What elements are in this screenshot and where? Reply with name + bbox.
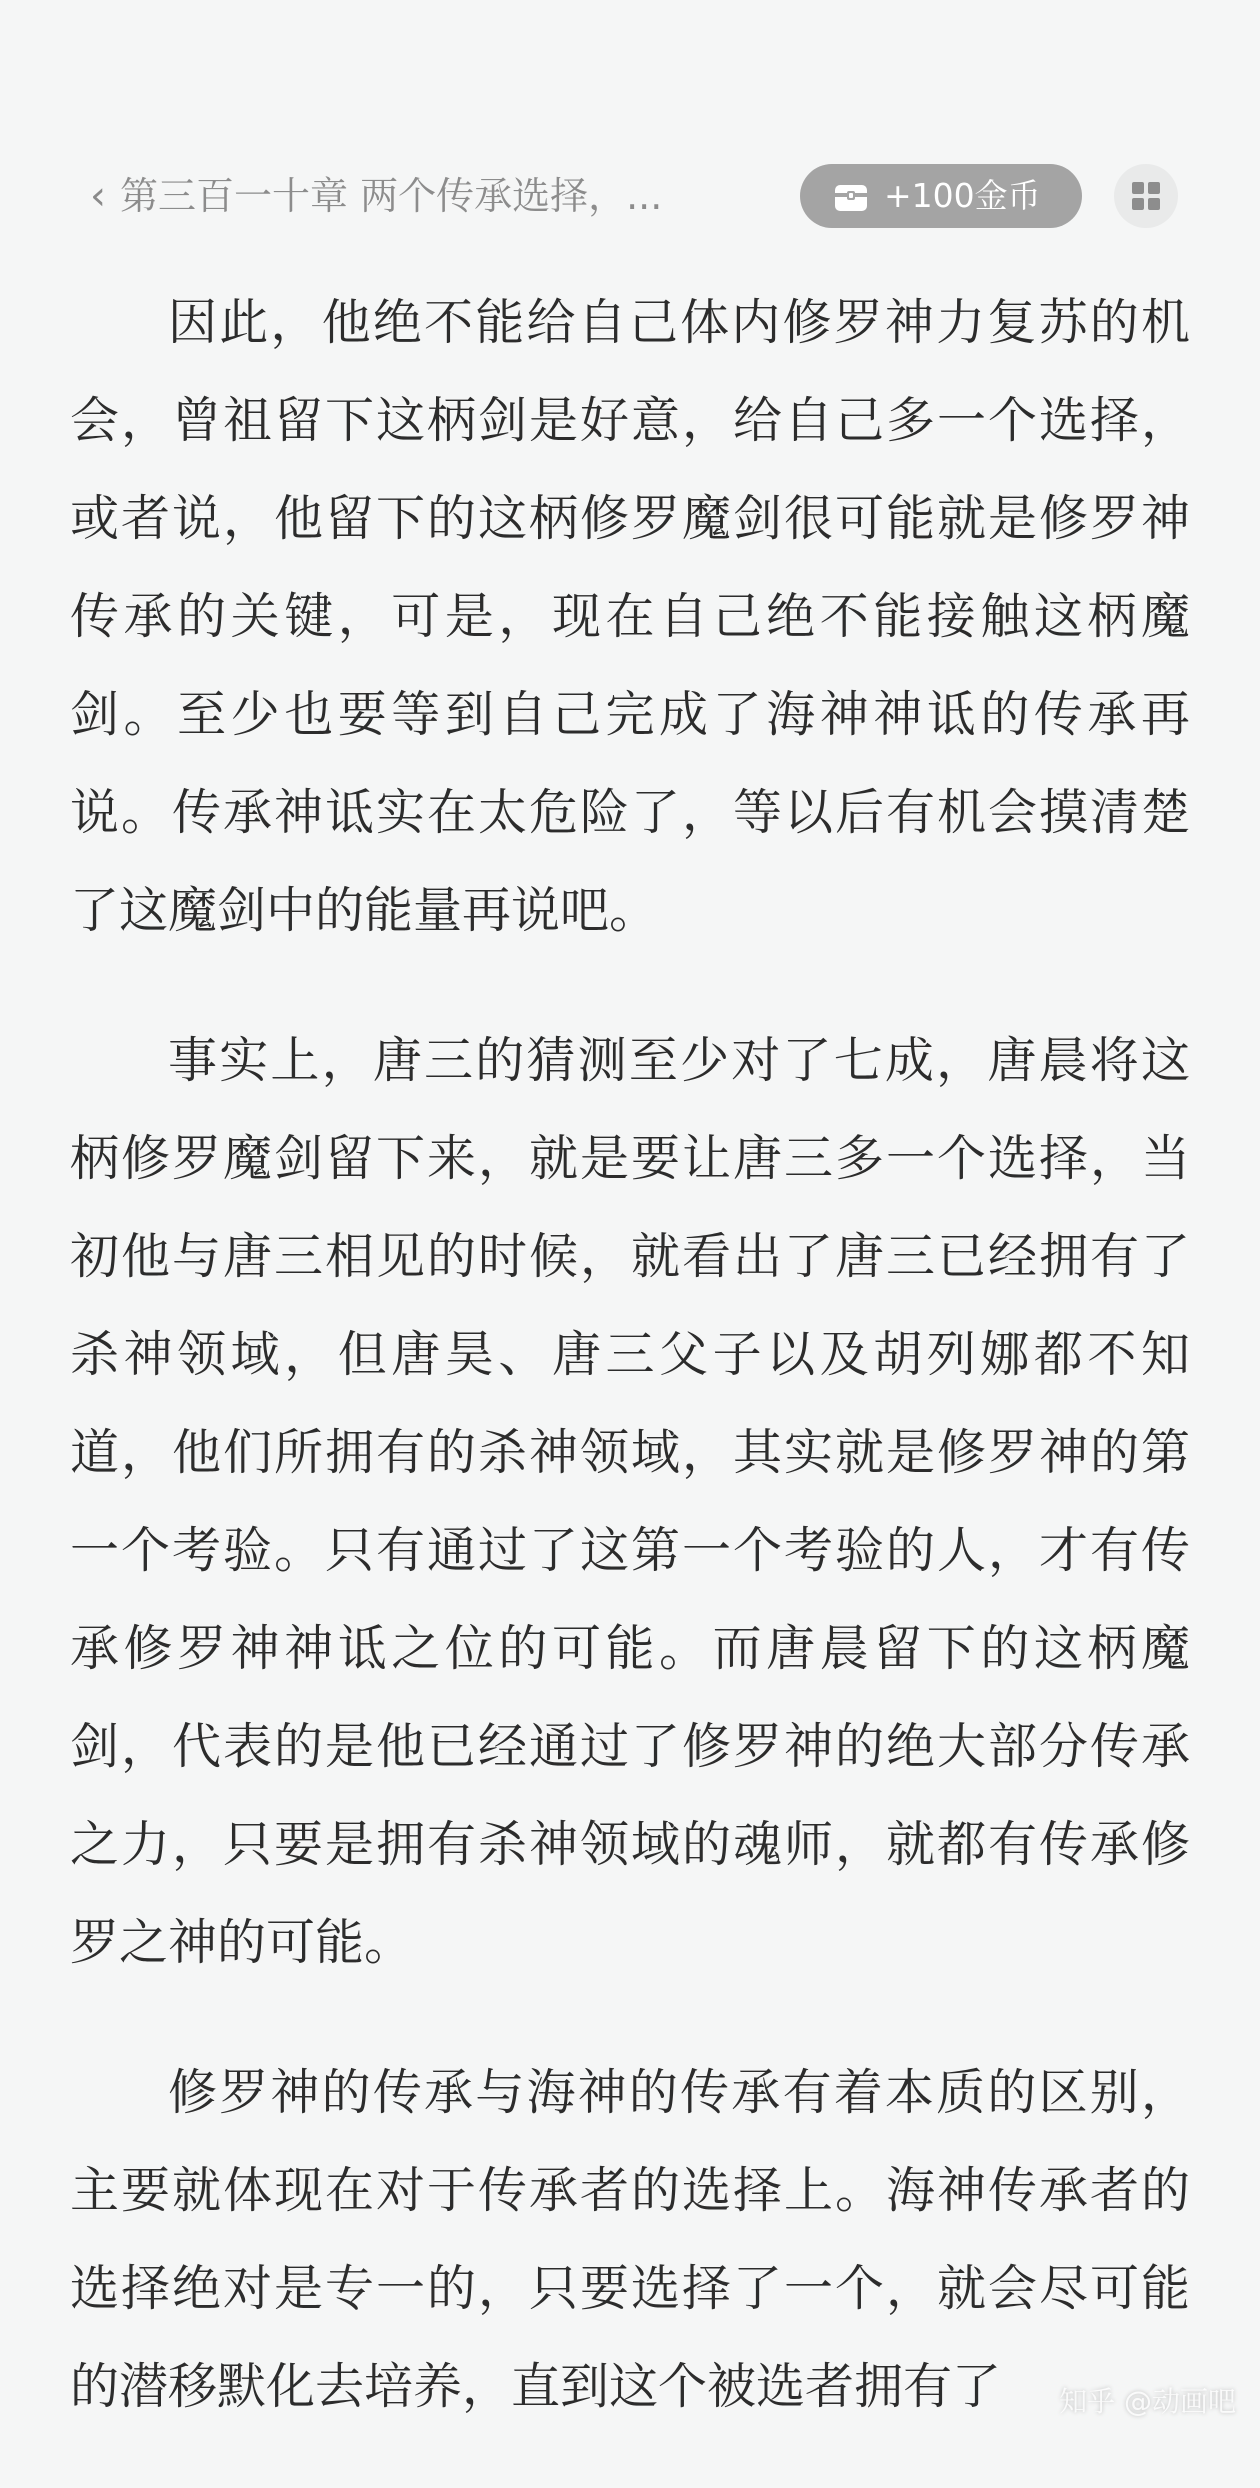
paragraph: 事实上，唐三的猜测至少对了七成，唐晨将这柄修罗魔剑留下来，就是要让唐三多一个选择，当初他与唐三相见的时候，就看出了唐三已经拥有了杀神领域，但唐昊、唐三父子以及胡列娜都不知道，他们所拥有的杀神领域，其实就是修罗神的第一个考验。只有通过了这第一个考验的人，才有传承修罗神神诋之位的可能。而唐晨留下的这柄魔剑，代表的是他已经通过了修罗神的绝大部分传承之力，只要是拥有杀神领域的魂师，就都有传承修罗之神的可能。	[70, 1032, 1190, 1971]
chevron-left-icon: ‹	[90, 173, 106, 219]
paragraph: 修罗神的传承与海神的传承有着本质的区别，主要就体现在对于传承者的选择上。海神传承者的选择绝对是专一的，只要选择了一个，就会尽可能的潜移默化去培养，直到这个被选者拥有了	[70, 2064, 1190, 2415]
coin-reward-button[interactable]	[800, 164, 1082, 228]
paragraph: 因此，他绝不能给自己体内修罗神力复苏的机会，曾祖留下这柄剑是好意，给自己多一个选择，或者说，他留下的这柄修罗魔剑很可能就是修罗神传承的关键，可是，现在自己绝不能接触这柄魔剑。至少也要等到自己完成了海神神诋的传承再说。传承神诋实在太危险了，等以后有机会摸清楚了这魔剑中的能量再说吧。	[70, 294, 1190, 939]
coin-reward-label: +100金币	[884, 176, 1041, 215]
watermark: 知乎 @动画吧	[1059, 2385, 1236, 2418]
chapter-title[interactable]: 第三百一十章 两个传承选择，...	[120, 174, 663, 218]
reader-header	[0, 150, 1260, 242]
grid-icon	[1132, 182, 1160, 210]
treasure-chest-icon	[832, 177, 870, 215]
menu-button[interactable]	[1114, 164, 1178, 228]
back-button[interactable]	[78, 168, 118, 224]
chapter-content	[70, 274, 1190, 2488]
